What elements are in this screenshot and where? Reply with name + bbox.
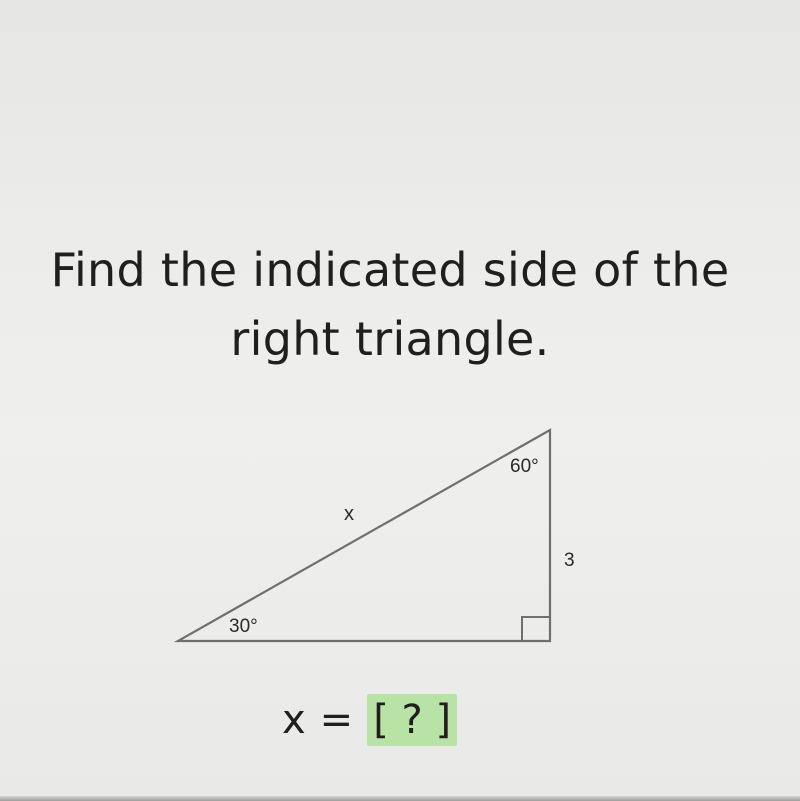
equals-sign: = [319, 697, 354, 743]
triangle-outline [178, 430, 550, 641]
question-line-1: Find the indicated side of the [50, 243, 730, 297]
side-label-x: x [344, 503, 354, 525]
question-line-2: right triangle. [230, 312, 550, 366]
angle-label-30: 30° [229, 616, 258, 637]
answer-row [282, 690, 457, 750]
right-angle-marker [522, 617, 550, 641]
angle-label-60: 60° [510, 456, 539, 477]
side-label-3: 3 [564, 550, 575, 571]
screen-bottom-edge [0, 796, 800, 801]
answer-input-box[interactable]: [ ? ] [367, 694, 457, 746]
answer-variable: x [282, 697, 306, 743]
